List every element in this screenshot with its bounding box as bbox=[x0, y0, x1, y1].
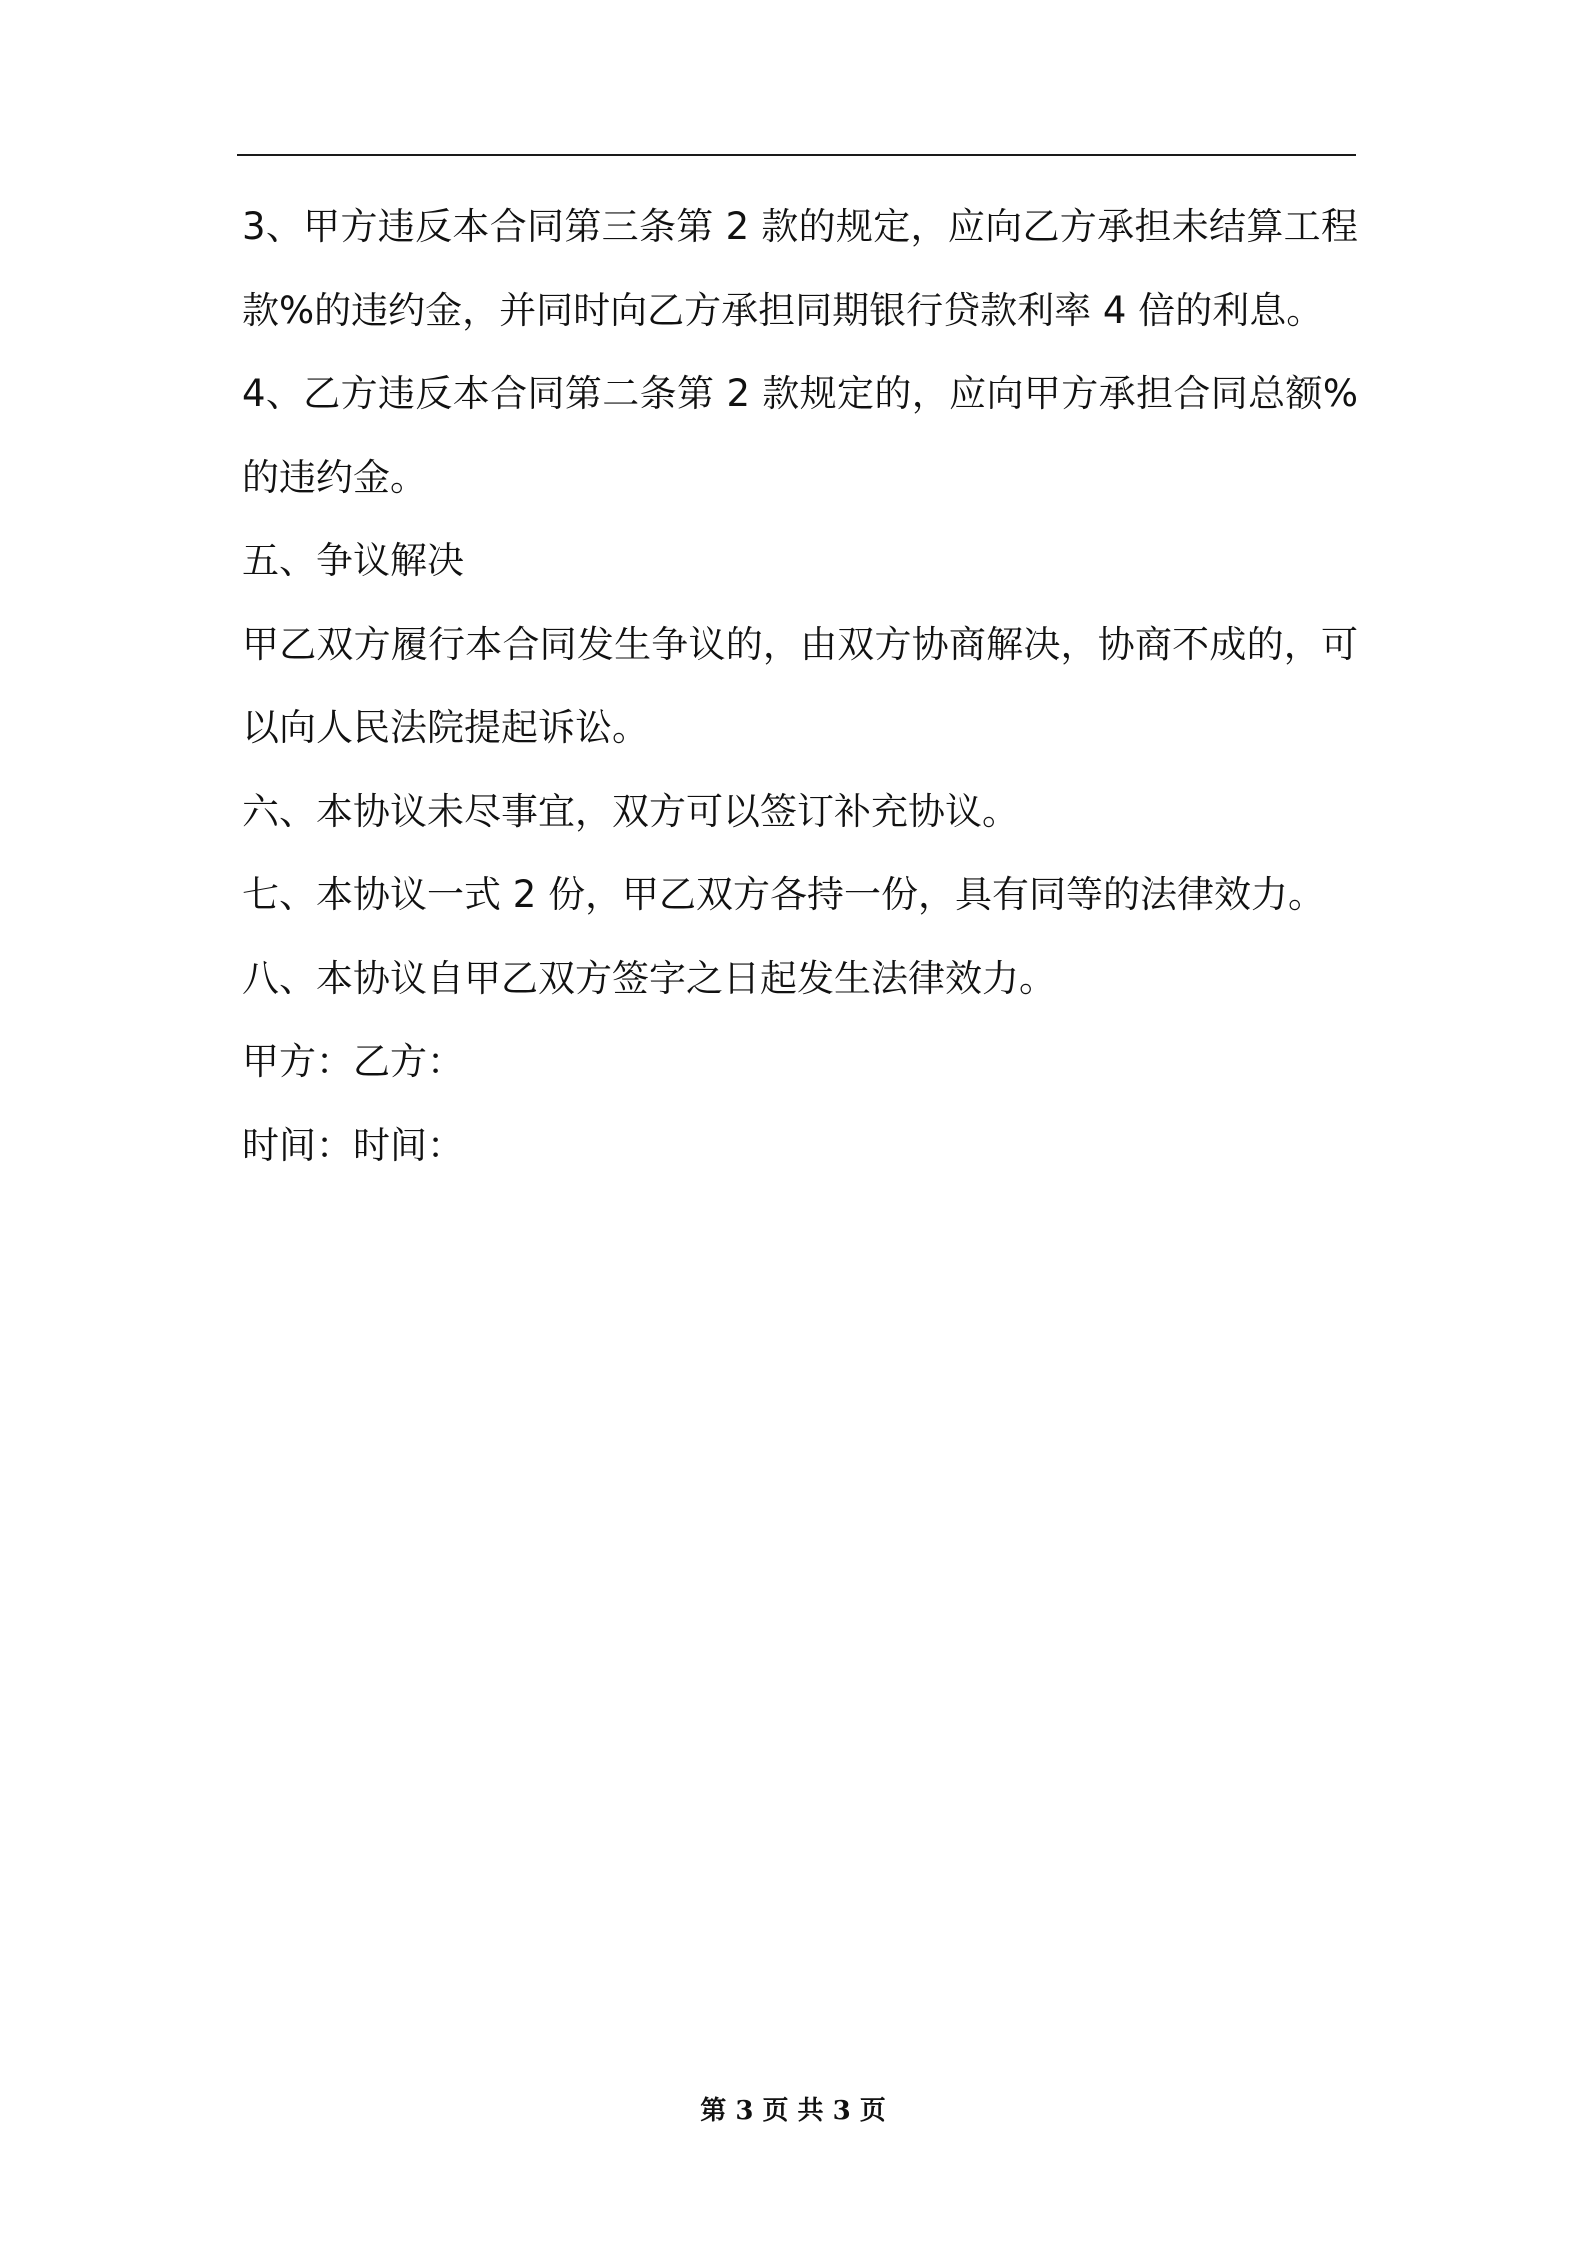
party-b-date-label: 时间： bbox=[353, 1123, 464, 1167]
clause-effective-date bbox=[242, 937, 1358, 1021]
clause-penalty-party-a bbox=[242, 185, 1358, 352]
text-line: 八、本协议自甲乙双方签字之日起发生法律效力。 bbox=[242, 956, 1056, 1000]
clause-penalty-party-b bbox=[242, 352, 1358, 519]
page-number-indicator: 第 3 页 共 3 页 bbox=[700, 2096, 886, 2126]
header-divider bbox=[237, 154, 1356, 156]
section-heading: 五、争议解决 bbox=[242, 539, 464, 582]
text-line: 七、本协议一式 2 份，甲乙双方各持一份，具有同等的法律效力。 bbox=[242, 873, 1326, 916]
text-line: 4、乙方违反本合同第二条第 2 款规定的，应向甲方承担合同总额% bbox=[242, 372, 1358, 415]
text-line: 3、甲方违反本合同第三条第 2 款的规定，应向乙方承担未结算工程 bbox=[242, 205, 1358, 248]
text-line: 甲乙双方履行本合同发生争议的，由双方协商解决，协商不成的，可 bbox=[242, 622, 1358, 666]
party-a-signature-label: 甲方： bbox=[242, 1040, 353, 1083]
clause-supplementary-agreement bbox=[242, 770, 1358, 854]
page-footer bbox=[0, 2093, 1586, 2129]
text-line: 款%的违约金，并同时向乙方承担同期银行贷款利率 4 倍的利息。 bbox=[242, 288, 1324, 332]
text-line: 六、本协议未尽事宜，双方可以签订补充协议。 bbox=[242, 789, 1019, 833]
date-line bbox=[242, 1104, 1358, 1188]
clause-copies bbox=[242, 853, 1358, 937]
signature-line bbox=[242, 1020, 1358, 1104]
party-a-date-label: 时间： bbox=[242, 1123, 353, 1167]
party-b-signature-label: 乙方： bbox=[353, 1040, 464, 1083]
clause-dispute-resolution bbox=[242, 603, 1358, 770]
document-body bbox=[242, 185, 1358, 1187]
section-heading-dispute-resolution bbox=[242, 519, 1358, 603]
text-line: 以向人民法院提起诉讼。 bbox=[242, 706, 649, 749]
text-line: 的违约金。 bbox=[242, 455, 427, 499]
